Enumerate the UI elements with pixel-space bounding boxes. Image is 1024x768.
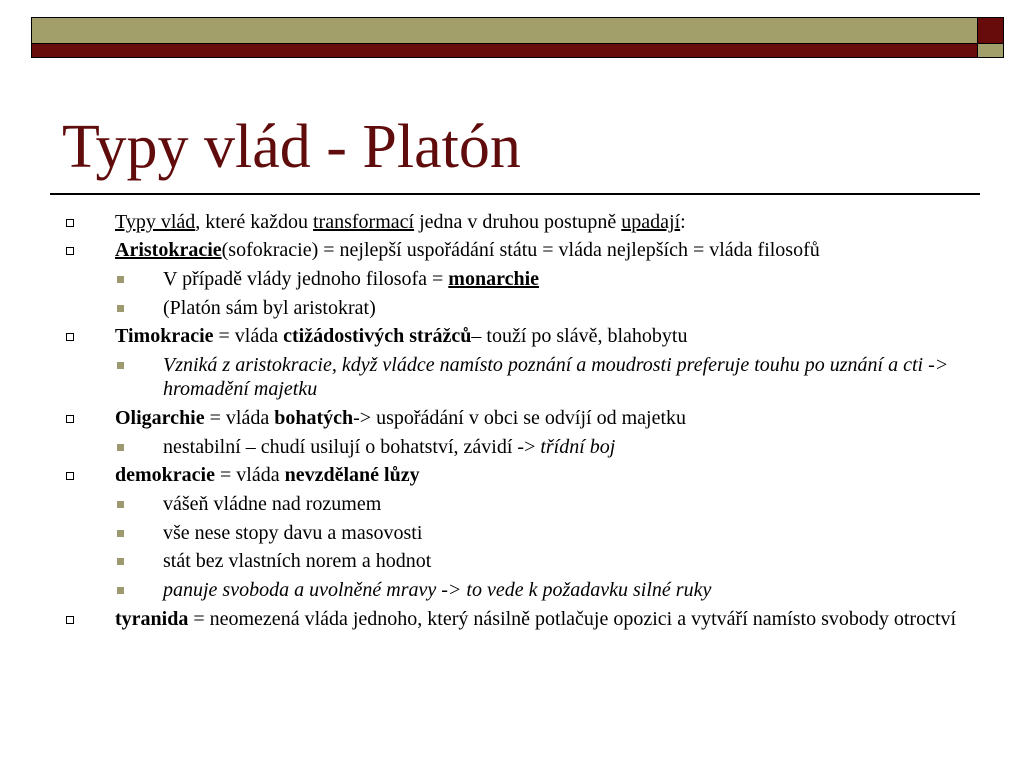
bullet-text: = vláda: [214, 464, 285, 487]
subbullet-vasen: [0, 492, 1024, 516]
bullet-text: vše nese stopy davu a masovosti: [163, 521, 423, 544]
term-aristokracie: Aristokracie: [115, 239, 222, 262]
bullet-text: (sofokracie) = nejlepší uspořádání státu = vláda nejlepších = vláda filosofů: [221, 239, 820, 262]
term-bohatych: bohatých: [274, 406, 354, 429]
bullet-demokracie: [0, 463, 1024, 487]
slide-title: Typy vlád - Platón: [62, 113, 521, 181]
term-demokracie: demokracie: [115, 464, 215, 487]
filled-square-bullet-icon: [117, 501, 124, 508]
term-typy-vlad: Typy vlád: [115, 210, 196, 233]
filled-square-bullet-icon: [117, 305, 124, 312]
hollow-square-bullet-icon: [66, 333, 74, 341]
term-timokracie: Timokracie: [115, 325, 214, 348]
subbullet-platon-aristokrat: [0, 296, 1024, 320]
hollow-square-bullet-icon: [66, 415, 74, 423]
filled-square-bullet-icon: [117, 587, 124, 594]
subbullet-monarchie: [0, 267, 1024, 291]
term-tridni-boj: třídní boj: [540, 435, 616, 458]
bullet-text: -> uspořádání v obci se odvíjí od majetku: [353, 406, 687, 429]
bullet-typy-vlad: [0, 210, 1024, 234]
term-transformaci: transformací: [313, 210, 415, 233]
hollow-square-bullet-icon: [66, 247, 74, 255]
bullet-text: (Platón sám byl aristokrat): [163, 296, 376, 319]
subbullet-vznik-timokracie: [0, 353, 1024, 401]
bullet-tyranida: [0, 607, 1024, 631]
bullet-aristokracie: [0, 238, 1024, 262]
bullet-text: stát bez vlastních norem a hodnot: [163, 550, 432, 573]
bullet-list: [0, 205, 1024, 631]
filled-square-bullet-icon: [117, 558, 124, 565]
term-nevzdelane-luzy: nevzdělané lůzy: [284, 464, 420, 487]
bullet-timokracie: [0, 324, 1024, 348]
term-ctizadostivych-strazcu: ctižádostivých strážců: [283, 325, 472, 348]
term-tyranida: tyranida: [115, 607, 189, 630]
header-olive-bar: [31, 17, 978, 44]
term-upadaji: upadají: [621, 210, 681, 233]
subbullet-bez-norem: [0, 549, 1024, 573]
subbullet-nestabilni: [0, 435, 1024, 459]
bullet-text: , které každou: [195, 210, 313, 233]
subbullet-masovost: [0, 521, 1024, 545]
filled-square-bullet-icon: [117, 530, 124, 537]
bullet-oligarchie: [0, 406, 1024, 430]
bullet-text: :: [680, 210, 686, 233]
term-monarchie: monarchie: [448, 268, 540, 291]
header-corner-square-olive: [977, 43, 1004, 58]
filled-square-bullet-icon: [117, 276, 124, 283]
subbullet-svoboda-mravy: [0, 578, 1024, 602]
bullet-text: V případě vlády jednoho filosofa =: [163, 268, 449, 291]
bullet-text: vášeň vládne nad rozumem: [163, 492, 382, 515]
header-maroon-bar: [31, 43, 978, 58]
bullet-text-line-1: Vzniká z aristokracie, když vládce namísto poznání a moudrosti preferuje touhu po uznání a cti ->: [163, 354, 949, 377]
hollow-square-bullet-icon: [66, 219, 74, 227]
bullet-text-line-2: hromadění majetku: [163, 378, 318, 401]
title-underline-rule: [50, 193, 980, 195]
bullet-text: nestabilní – chudí usilují o bohatství, závidí ->: [163, 435, 541, 458]
term-oligarchie: Oligarchie: [115, 406, 205, 429]
header-corner-square-maroon: [977, 17, 1004, 44]
hollow-square-bullet-icon: [66, 472, 74, 480]
filled-square-bullet-icon: [117, 362, 124, 369]
bullet-text: – touží po slávě, blahobytu: [471, 325, 688, 348]
hollow-square-bullet-icon: [66, 616, 74, 624]
bullet-text: jedna v druhou postupně: [414, 210, 622, 233]
bullet-text: = vláda: [204, 406, 275, 429]
bullet-text: panuje svoboda a uvolněné mravy -> to vede k požadavku silné ruky: [163, 578, 712, 601]
filled-square-bullet-icon: [117, 444, 124, 451]
bullet-text: = vláda: [213, 325, 284, 348]
bullet-text: = neomezená vláda jednoho, který násilně potlačuje opozici a vytváří namísto svobody otroctví: [188, 607, 957, 630]
